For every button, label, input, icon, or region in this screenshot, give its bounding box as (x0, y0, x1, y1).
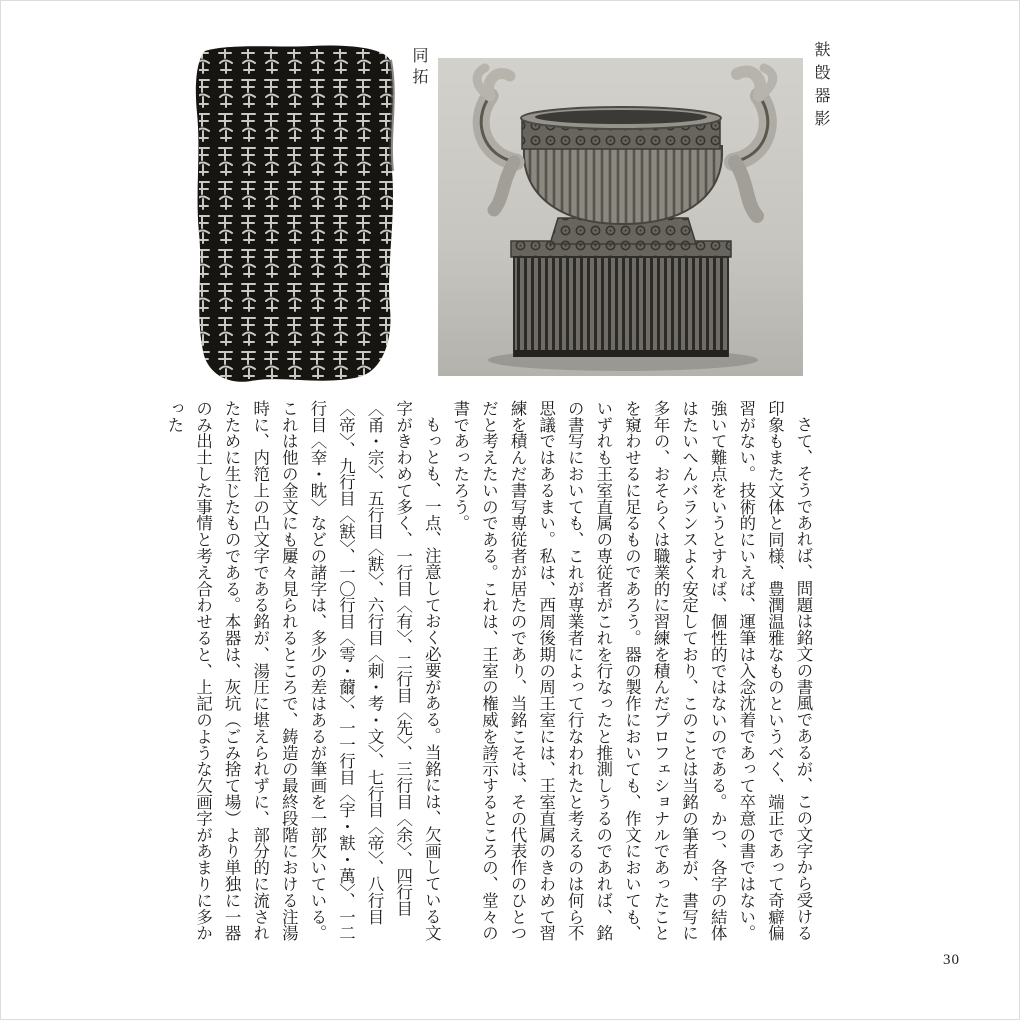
inscription-rubbing-image (191, 41, 401, 386)
vessel-photo (438, 58, 803, 376)
rubbing-caption: 同拓 (410, 47, 427, 89)
page-number: 30 (943, 952, 960, 968)
rubbing-glyph-columns (199, 49, 395, 379)
article-paragraph: もっとも、一点、注意しておく必要がある。当銘には、欠画している文字がきわめて多く、一行目〈有〉、二行目〈先〉、三行目〈余〉、四行目〈甬・宗〉、五行目〈㝬〉、六行目〈刺・考・文〉、七行目〈帝〉、八行目〈帝〉、九行目〈㝬〉、一〇行目〈雩・薾〉、一一行目〈宇・㝬・萬〉、一二行目〈㚔・眈〉などの諸字は、多少の差はあるが筆画を一部欠いている。これは他の金文にも屢々見られるところで、鋳造の最終段階における注湯時に、内笵上の凸文字である銘が、湯圧に堪えられずに、部分的に流されたために生じたものである。本器は、灰坑（ごみ捨て場）より単独に一器のみ出土した事情と考え合わせると、上記のような欠画字があまりに多かった (164, 400, 442, 942)
vessel-graphic (438, 58, 803, 376)
rubbing-graphic (191, 41, 401, 386)
article-paragraph: さて、そうであれば、問題は銘文の書風であるが、この文字から受ける印象もまた文体と同様、豊潤温雅なものというべく、端正であって奇癖偏習がない。技術的にいえば、運筆は入念沈着であって卒意の書ではない。強いて難点をいうとすれば、個性的ではないのである。かつ、各字の結体はたいへんバランスよく安定しており、このことは当銘の筆者が、書写に多年の、おそらくは職業的に習練を積んだプロフェショナルであったことを窺わせるに足るものであろう。器の製作においても、作文においても、いずれも王室直属の専従者がこれを行なったと推測しうるのであれば、銘の書写においても、これが専業者によって行なわれたと考えるのは何ら不思議ではあるまい。私は、西周後期の周王室には、王室直属のきわめて習練を積んだ書写専従者が居たのであり、当銘こそは、その代表作のひとつだと考えたいのである。これは、王室の権威を誇示するところの、堂々の書であったろう。 (450, 400, 813, 942)
vessel-base (511, 241, 731, 357)
vessel-bowl (521, 107, 722, 224)
vessel-caption: 㝬𣪘器影 (812, 41, 829, 133)
article-text (164, 400, 817, 949)
